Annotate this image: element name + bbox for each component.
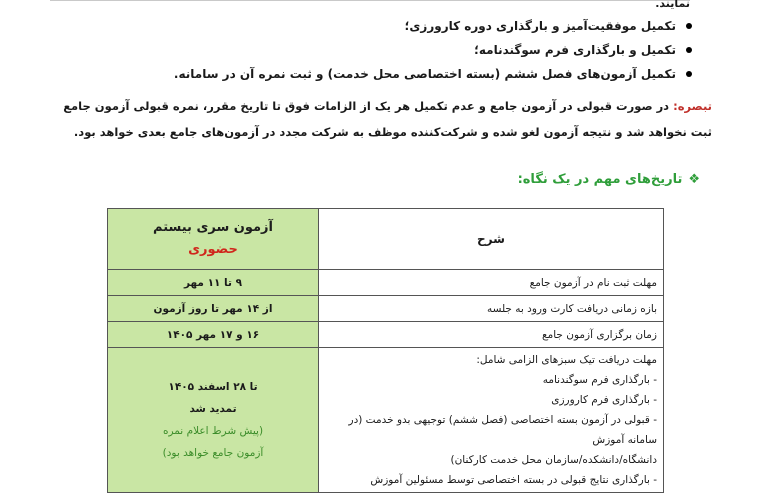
dates-table [107,208,664,493]
description-line: - بارگذاری نتایج قبولی در بسته اختصاصی توسط مسئولین آموزش [370,474,657,486]
list-item-text: تکمیل موفقیت‌آمیز و بارگذاری دوره کارورزی؛ [404,19,676,33]
description-line: - قبولی در آزمون بسته اختصاصی (فصل ششم) توجیهی بدو خدمت (در سامانه آموزش [348,414,657,446]
extension-status: تمدید شد [189,403,237,415]
table-row [108,322,664,348]
row-date: از ۱۴ مهر تا روز آزمون [108,296,319,322]
list-item [174,16,698,40]
description-line: مهلت دریافت تیک سبزهای الزامی شامل: [476,354,657,366]
description-line: - بارگذاری فرم سوگندنامه [542,374,657,386]
bullet-dot-icon [686,47,692,53]
row-description-multiline [319,348,664,493]
deadline-date: تا ۲۸ اسفند ۱۴۰۵ [168,381,258,393]
note-text: در صورت قبولی در آزمون جامع و عدم تکمیل هر یک از الزامات فوق تا تاریخ مقرر، نمره قبولی آزمون جامع ثبت نخواهد شد و نتیجه آزمون لغو شده و شرکت‌کننده موظف به شرکت مجدد در آزمون‌های جامع بعدی خواهد بود. [63,99,712,139]
note-label: تبصره: [673,99,712,113]
top-divider [50,0,690,1]
list-item [174,64,698,88]
note-paragraph [52,93,712,145]
row-description: بازه زمانی دریافت کارت ورود به جلسه [319,296,664,322]
row-date: ۹ تا ۱۱ مهر [108,270,319,296]
table-row [108,348,664,493]
description-line: دانشگاه/دانشکده/سازمان محل خدمت کارکنان) [450,454,657,466]
prerequisite-note: آزمون جامع خواهد بود) [162,447,264,459]
list-item-text: تکمیل آزمون‌های فصل ششم (بسته اختصاصی محل خدمت) و ثبت نمره آن در سامانه. [173,67,676,81]
list-item [174,40,698,64]
bullet-dot-icon [686,23,692,29]
table-row [108,296,664,322]
bullet-dot-icon [686,71,692,77]
prerequisite-note: (پیش شرط اعلام نمره [162,425,264,437]
description-line: - بارگذاری فرم کارورزی [551,394,657,406]
description-column-header: شرح [319,209,664,270]
row-description: زمان برگزاری آزمون جامع [319,322,664,348]
section-heading-text: تاریخ‌های مهم در یک نگاه: [517,172,683,187]
list-item-text: تکمیل و بارگذاری فرم سوگندنامه؛ [474,43,676,57]
diamond-bullet-icon: ❖ [688,172,700,187]
exam-title: آزمون سری بیستم [153,220,273,235]
row-date: ۱۶ و ۱۷ مهر ۱۴۰۵ [108,322,319,348]
row-description: مهلت ثبت نام در آزمون جامع [319,270,664,296]
intro-fragment: نمایند. [655,0,690,10]
row-date-multiline [108,348,319,493]
table-row [108,270,664,296]
section-heading [518,172,700,187]
table-header-row [108,209,664,270]
requirements-list [174,16,698,88]
exam-column-header [108,209,319,270]
exam-mode: حضوری [188,242,238,257]
